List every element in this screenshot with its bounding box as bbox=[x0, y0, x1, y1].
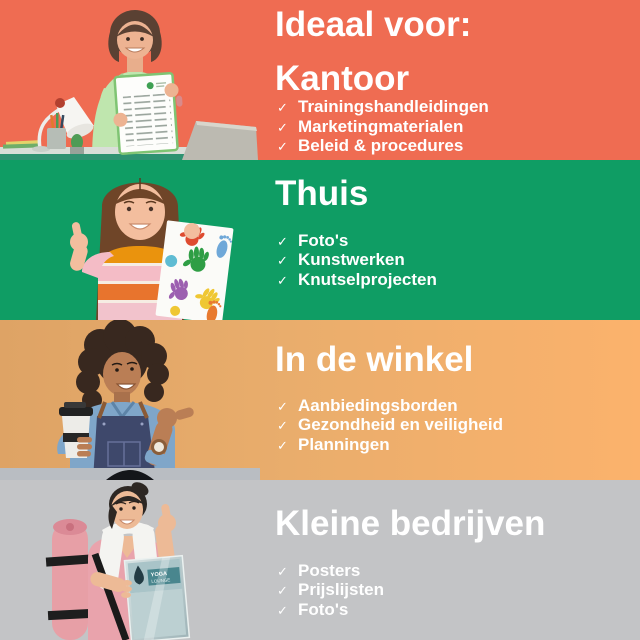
list-item-label: Foto's bbox=[298, 230, 349, 250]
list-item bbox=[277, 230, 640, 251]
yoga-woman-illustration bbox=[0, 480, 260, 640]
list-item-label: Aanbiedingsborden bbox=[298, 395, 458, 415]
check-icon: ✓ bbox=[277, 563, 288, 579]
list-item bbox=[277, 138, 640, 156]
feature-list-thuis bbox=[275, 230, 640, 290]
section-heading-winkel: In de winkel bbox=[275, 340, 474, 379]
section-heading-kantoor: Kantoor bbox=[275, 58, 410, 98]
section-heading-thuis: Thuis bbox=[275, 174, 369, 213]
list-item bbox=[277, 99, 640, 117]
list-item-label: Knutselprojecten bbox=[298, 269, 437, 289]
poster-title-line1: YOGA bbox=[150, 571, 168, 579]
section-heading-bedrijven: Kleine bedrijven bbox=[275, 504, 546, 543]
list-item-label: Posters bbox=[298, 560, 361, 580]
copy-thuis bbox=[260, 160, 640, 320]
list-item-label: Beleid & procedures bbox=[298, 136, 464, 156]
copy-winkel bbox=[260, 320, 640, 480]
check-icon: ✓ bbox=[277, 583, 288, 599]
check-icon: ✓ bbox=[277, 272, 288, 288]
check-icon: ✓ bbox=[277, 437, 288, 453]
check-icon: ✓ bbox=[277, 233, 288, 249]
section-bedrijven bbox=[0, 480, 640, 640]
list-item bbox=[277, 434, 640, 455]
girl-crafts-illustration bbox=[0, 160, 260, 320]
check-icon: ✓ bbox=[277, 139, 288, 155]
list-item bbox=[277, 582, 640, 600]
check-icon: ✓ bbox=[277, 100, 288, 116]
check-icon: ✓ bbox=[277, 602, 288, 618]
list-item-label: Prijslijsten bbox=[298, 580, 384, 600]
poster-title-line2: LOUNGE bbox=[151, 577, 171, 584]
list-item-label: Marketingmaterialen bbox=[298, 116, 464, 136]
section-winkel bbox=[0, 320, 640, 480]
section-kantoor bbox=[0, 0, 640, 160]
check-icon: ✓ bbox=[277, 418, 288, 434]
copy-bedrijven bbox=[260, 480, 640, 640]
feature-list-winkel bbox=[275, 395, 640, 455]
photo-winkel bbox=[0, 320, 260, 480]
check-icon: ✓ bbox=[277, 253, 288, 269]
barista-illustration bbox=[0, 320, 260, 480]
photo-thuis bbox=[0, 160, 260, 320]
list-item bbox=[277, 116, 640, 137]
office-woman-illustration bbox=[0, 0, 260, 160]
list-item-label: Gezondheid en veiligheid bbox=[298, 415, 503, 435]
feature-list-bedrijven bbox=[275, 560, 640, 620]
feature-list-kantoor bbox=[275, 99, 640, 156]
list-item bbox=[277, 395, 640, 416]
intro-heading: Ideaal voor: bbox=[275, 5, 472, 44]
check-icon: ✓ bbox=[277, 119, 288, 135]
list-item-label: Kunstwerken bbox=[298, 250, 405, 270]
photo-bedrijven bbox=[0, 480, 260, 640]
list-item-label: Trainingshandleidingen bbox=[298, 97, 489, 117]
list-item bbox=[277, 252, 640, 270]
section-thuis bbox=[0, 160, 640, 320]
check-icon: ✓ bbox=[277, 398, 288, 414]
list-item bbox=[277, 417, 640, 435]
list-item bbox=[277, 560, 640, 581]
list-item-label: Foto's bbox=[298, 599, 349, 619]
list-item bbox=[277, 599, 640, 620]
list-item-label: Planningen bbox=[298, 434, 390, 454]
copy-kantoor bbox=[260, 0, 640, 160]
photo-kantoor bbox=[0, 0, 260, 160]
list-item bbox=[277, 269, 640, 290]
